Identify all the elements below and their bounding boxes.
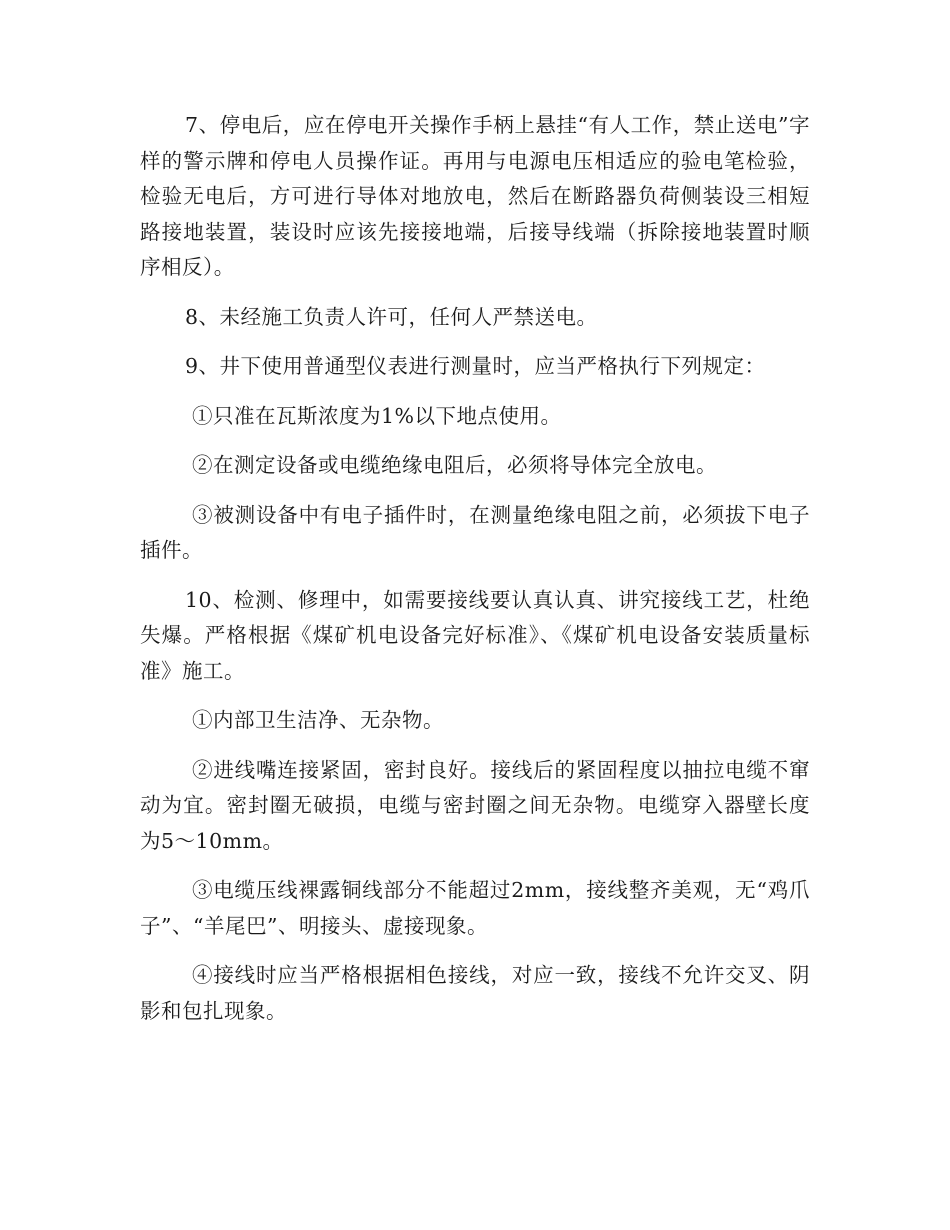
paragraph-item-10: 10、检测、修理中，如需要接线要认真认真、讲究接线工艺，杜绝失爆。严格根据《煤矿机电设备完好标准》、《煤矿机电设备安装质量标准》施工。 — [140, 587, 810, 683]
paragraph-item-10-2: ②进线嘴连接紧固，密封良好。接线后的紧固程度以抽拉电缆不窜动为宜。密封圈无破损，电缆与密封圈之间无杂物。电缆穿入器壁长度为5～10mm。 — [140, 757, 810, 853]
paragraph-item-10-3: ③电缆压线裸露铜线部分不能超过2mm，接线整齐美观，无“鸡爪子”、“羊尾巴”、明接头、虚接现象。 — [140, 878, 810, 938]
paragraph-item-7: 7、停电后，应在停电开关操作手柄上悬挂“有人工作，禁止送电”字样的警示牌和停电人员操作证。再用与电源电压相适应的验电笔检验，检验无电后，方可进行导体对地放电，然后在断路器负荷侧装设三相短路接地装置，装设时应该先接接地端，后接导线端（拆除接地装置时顺序相反）。 — [140, 113, 810, 279]
document-body — [140, 108, 810, 1043]
paragraph-item-9: 9、井下使用普通型仪表进行测量时，应当严格执行下列规定： — [185, 354, 766, 378]
paragraph-item-9-1: ①只准在瓦斯浓度为1%以下地点使用。 — [192, 403, 562, 428]
paragraph-item-10-4: ④接线时应当严格根据相色接线，对应一致，接线不允许交叉、阴影和包扎现象。 — [140, 963, 810, 1023]
paragraph-item-9-3: ③被测设备中有电子插件时，在测量绝缘电阻之前，必须拔下电子插件。 — [140, 502, 810, 562]
paragraph-item-8: 8、未经施工负责人许可，任何人严禁送电。 — [185, 304, 598, 329]
paragraph-item-9-2: ②在测定设备或电缆绝缘电阻后，必须将导体完全放电。 — [192, 453, 717, 477]
paragraph-item-10-1: ①内部卫生洁净、无杂物。 — [192, 708, 444, 732]
